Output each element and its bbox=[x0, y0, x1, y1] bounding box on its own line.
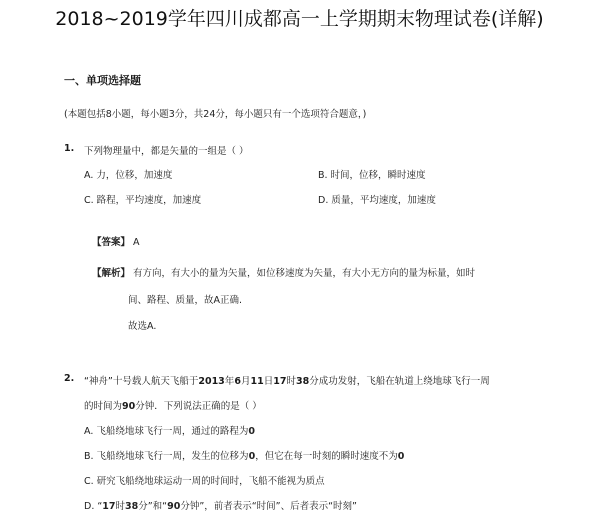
option-text: A. 飞船绕地球飞行一周，通过的路程为 bbox=[84, 426, 249, 437]
option-text: ，但它在每一时刻的瞬时速度不为 bbox=[255, 451, 398, 462]
stem-text: 分钟．下列说法正确的是（ ） bbox=[135, 401, 262, 412]
question-2-option-d bbox=[84, 498, 357, 512]
analysis-text-1: 有方向，有大小的量为矢量，如位移速度为矢量，有大小无方向的量为标量，如时 bbox=[133, 268, 476, 279]
document-title: 2018~2019学年四川成都高一上学期期末物理试卷(详解) bbox=[55, 8, 544, 30]
question-1-analysis-line-3: 故选A. bbox=[128, 321, 157, 332]
option-number: 17 bbox=[102, 501, 116, 512]
stem-year: 2013 bbox=[198, 376, 225, 387]
question-2-stem-line-2 bbox=[84, 398, 262, 412]
option-number: 90 bbox=[167, 501, 181, 512]
stem-day: 11 bbox=[250, 376, 264, 387]
option-text: D. “ bbox=[84, 501, 103, 512]
option-text: 分钟”，前者表示“时间”、后者表示“时刻” bbox=[180, 501, 357, 512]
question-1-analysis-line-1 bbox=[92, 265, 475, 279]
option-number: 38 bbox=[125, 501, 139, 512]
stem-duration: 90 bbox=[122, 401, 136, 412]
stem-hour: 17 bbox=[273, 376, 287, 387]
option-number: 0 bbox=[248, 451, 256, 462]
analysis-tag: 【解析】 bbox=[92, 268, 131, 279]
option-number: 0 bbox=[248, 426, 255, 437]
section-heading: 一、单项选择题 bbox=[64, 74, 141, 87]
stem-text: 时 bbox=[286, 376, 296, 387]
question-2-option-a bbox=[84, 423, 255, 437]
stem-text: 年 bbox=[224, 376, 235, 387]
question-1-option-b: B. 时间，位移，瞬时速度 bbox=[318, 170, 426, 181]
question-1-option-c: C. 路程，平均速度，加速度 bbox=[84, 195, 202, 206]
stem-minute: 38 bbox=[295, 376, 310, 387]
answer-tag: 【答案】 bbox=[92, 237, 131, 248]
option-text: B. 飞船绕地球飞行一周，发生的位移为 bbox=[84, 451, 249, 462]
stem-text: 分成功发射，飞船在轨道上绕地球飞行一周 bbox=[309, 376, 490, 387]
section-note: (本题包括8小题，每小题3分，共24分，每小题只有一个选项符合题意，) bbox=[64, 109, 367, 120]
question-2-stem-line-1 bbox=[84, 373, 490, 387]
question-1-answer bbox=[92, 234, 140, 248]
option-text: 时 bbox=[115, 501, 126, 512]
stem-text: 的时间为 bbox=[84, 401, 123, 412]
question-2-option-b bbox=[84, 448, 404, 462]
question-1-stem: 下列物理量中，都是矢量的一组是（ ） bbox=[84, 146, 249, 157]
question-1-number: 1. bbox=[64, 143, 75, 154]
question-1-option-d: D. 质量，平均速度，加速度 bbox=[318, 195, 436, 206]
option-number: 0 bbox=[397, 451, 405, 462]
answer-value: A bbox=[133, 237, 140, 248]
stem-month: 6 bbox=[234, 376, 241, 387]
stem-text: “神舟”十号载人航天飞船于 bbox=[84, 376, 199, 387]
option-text: 分”和“ bbox=[138, 501, 168, 512]
question-2-option-c: C. 研究飞船绕地球运动一周的时间时，飞船不能视为质点 bbox=[84, 476, 325, 487]
stem-text: 月 bbox=[240, 376, 251, 387]
question-1-analysis-line-2: 间、路程、质量，故A正确. bbox=[128, 295, 243, 306]
stem-text: 日 bbox=[263, 376, 274, 387]
question-2-number: 2. bbox=[64, 373, 75, 384]
question-1-option-a: A. 力，位移，加速度 bbox=[84, 170, 173, 181]
